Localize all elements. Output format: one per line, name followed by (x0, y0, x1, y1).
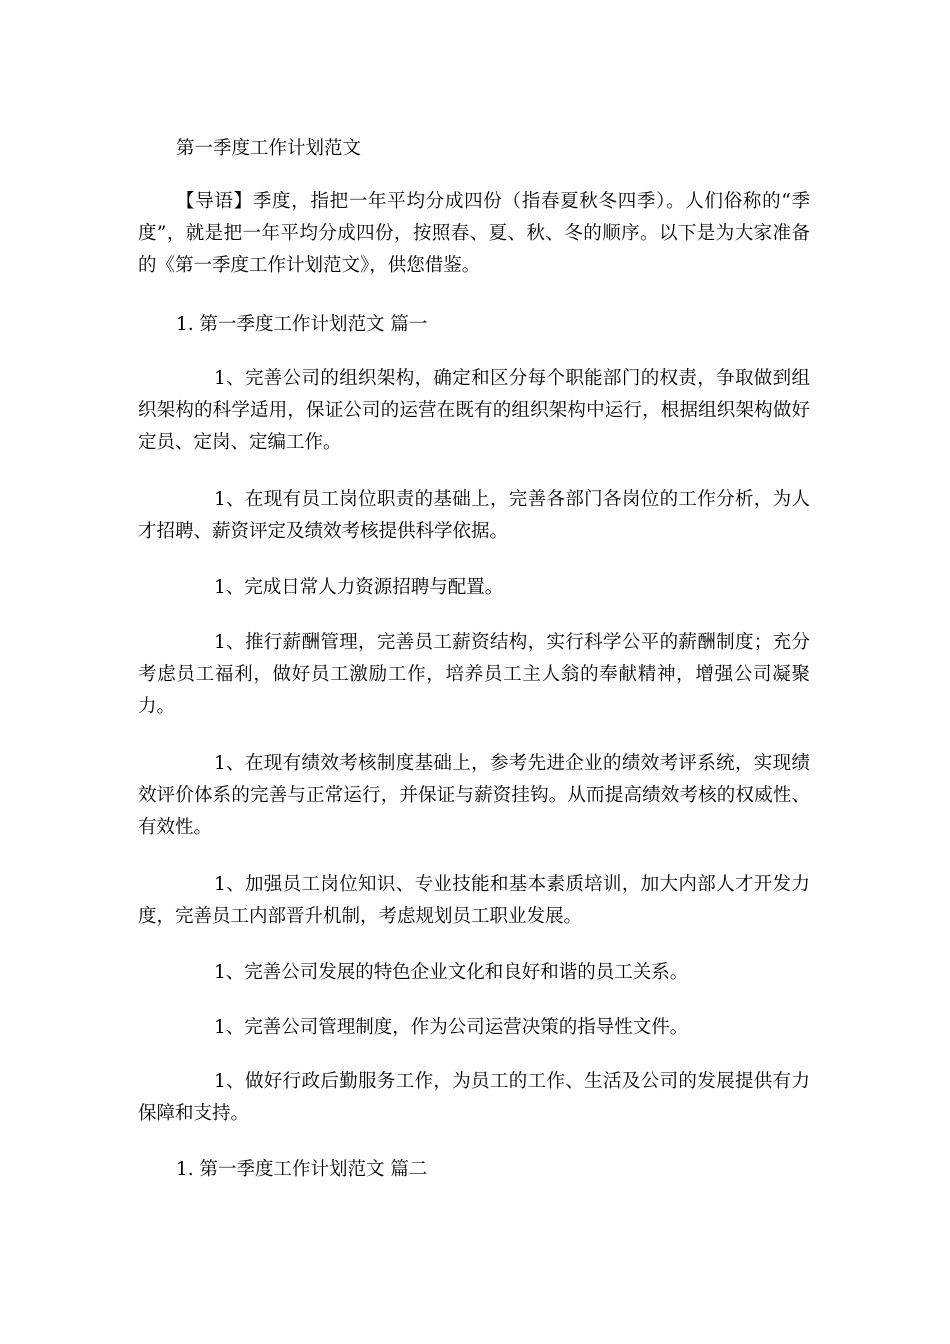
list-item: 1、在现有绩效考核制度基础上，参考先进企业的绩效考评系统，实现绩效评价体系的完善与正常运行，并保证与薪资挂钩。从而提高绩效考核的权威性、有效性。 (138, 753, 810, 838)
list-item: 1、完善公司发展的特色企业文化和良好和谐的员工关系。 (214, 962, 689, 983)
list-item: 1、推行薪酬管理，完善员工薪资结构，实行科学公平的薪酬制度；充分考虑员工福利，做好员工激励工作，培养员工主人翁的奉献精神，增强公司凝聚力。 (138, 632, 810, 717)
intro-paragraph: 【导语】季度，指把一年平均分成四份（指春夏秋冬四季）。人们俗称的“季度”，就是把一年平均分成四份，按照春、夏、秋、冬的顺序。以下是为大家准备的《第一季度工作计划范文》，供您借鉴。 (138, 191, 810, 276)
list-item: 1、加强员工岗位知识、专业技能和基本素质培训，加大内部人才开发力度，完善员工内部晋升机制，考虑规划员工职业发展。 (138, 874, 810, 927)
list-item: 1、做好行政后勤服务工作，为员工的工作、生活及公司的发展提供有力保障和支持。 (138, 1071, 810, 1124)
list-item: 1、在现有员工岗位职责的基础上，完善各部门各岗位的工作分析，为人才招聘、薪资评定及绩效考核提供科学依据。 (138, 489, 810, 542)
list-item: 1、完善公司的组织架构，确定和区分每个职能部门的权责，争取做到组织架构的科学适用，保证公司的运营在既有的组织架构中运行，根据组织架构做好定员、定岗、定编工作。 (138, 368, 810, 453)
list-item: 1、完成日常人力资源招聘与配置。 (214, 577, 504, 598)
section-heading-2: 1. 第一季度工作计划范文 篇二 (176, 1159, 428, 1180)
document-title: 第一季度工作计划范文 (176, 138, 362, 159)
section-heading-1: 1. 第一季度工作计划范文 篇一 (176, 314, 428, 335)
list-item: 1、完善公司管理制度，作为公司运营决策的指导性文件。 (214, 1017, 689, 1038)
